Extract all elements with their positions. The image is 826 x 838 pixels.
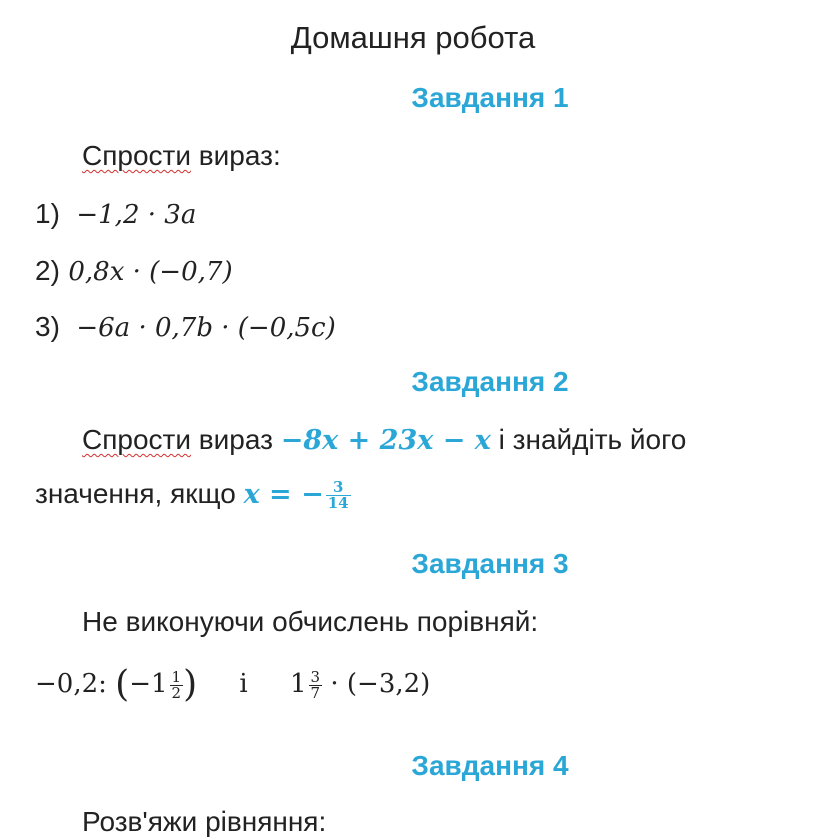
left-paren-icon: ( [115,664,130,705]
task-2-line-1 [82,424,686,456]
task-1-item-1 [35,198,196,230]
task-3-connector: і [239,669,248,699]
fraction-denominator: 2 [171,683,182,702]
task-1-item-2 [35,255,233,287]
task-3-left-fraction [170,667,184,702]
right-paren-icon: ) [183,664,198,705]
item-number: 2) [35,255,60,286]
task-3-right-fraction [309,667,323,702]
item-number: 1) [35,198,60,229]
task-2-x-equals: x = − [243,479,324,510]
item-expression: 0,8x · (−0,7) [68,257,233,287]
task-1-intro-rest: вираз: [191,140,281,171]
task-2-line-2 [35,478,351,511]
fraction-denominator: 14 [327,494,349,513]
task-3-right-whole: 1 [290,669,307,699]
task-3-intro: Не виконуючи обчислень порівняй: [82,606,539,637]
fraction-numerator: 3 [310,667,321,686]
task-3-left-whole: −1 [129,669,168,699]
task-3-right-rest: · (−3,2) [322,669,431,699]
task-2-expression: −8x + 23x − x [280,425,491,456]
fraction-numerator: 1 [171,667,182,686]
task-1-heading: Завдання 1 [411,82,569,113]
task-3-left-expression: −0,2: [35,669,116,699]
task-4-heading: Завдання 4 [411,750,569,781]
task-4-intro: Розв'яжи рівняння: [82,806,327,837]
task-3-comparison [35,664,430,705]
task-2-intro-word: Спрости [82,424,191,455]
item-number: 3) [35,311,60,342]
fraction-numerator: 3 [332,478,344,497]
item-expression: −1,2 · 3a [76,200,197,230]
task-2-intro-rest: вираз [191,424,281,455]
task-1-intro-word: Спрости [82,140,191,171]
item-expression: −6a · 0,7b · (−0,5c) [76,313,336,343]
task-1-item-3 [35,311,336,343]
task-3-heading: Завдання 3 [411,548,569,579]
page-title: Домашня робота [290,20,536,55]
task-2-line-2-text: значення, якщо [35,478,244,509]
task-2-heading: Завдання 2 [411,366,569,397]
task-1-intro [82,140,281,172]
task-2-text-after: і знайдіть його [490,424,687,455]
task-2-fraction [326,480,351,511]
fraction-denominator: 7 [310,683,321,702]
